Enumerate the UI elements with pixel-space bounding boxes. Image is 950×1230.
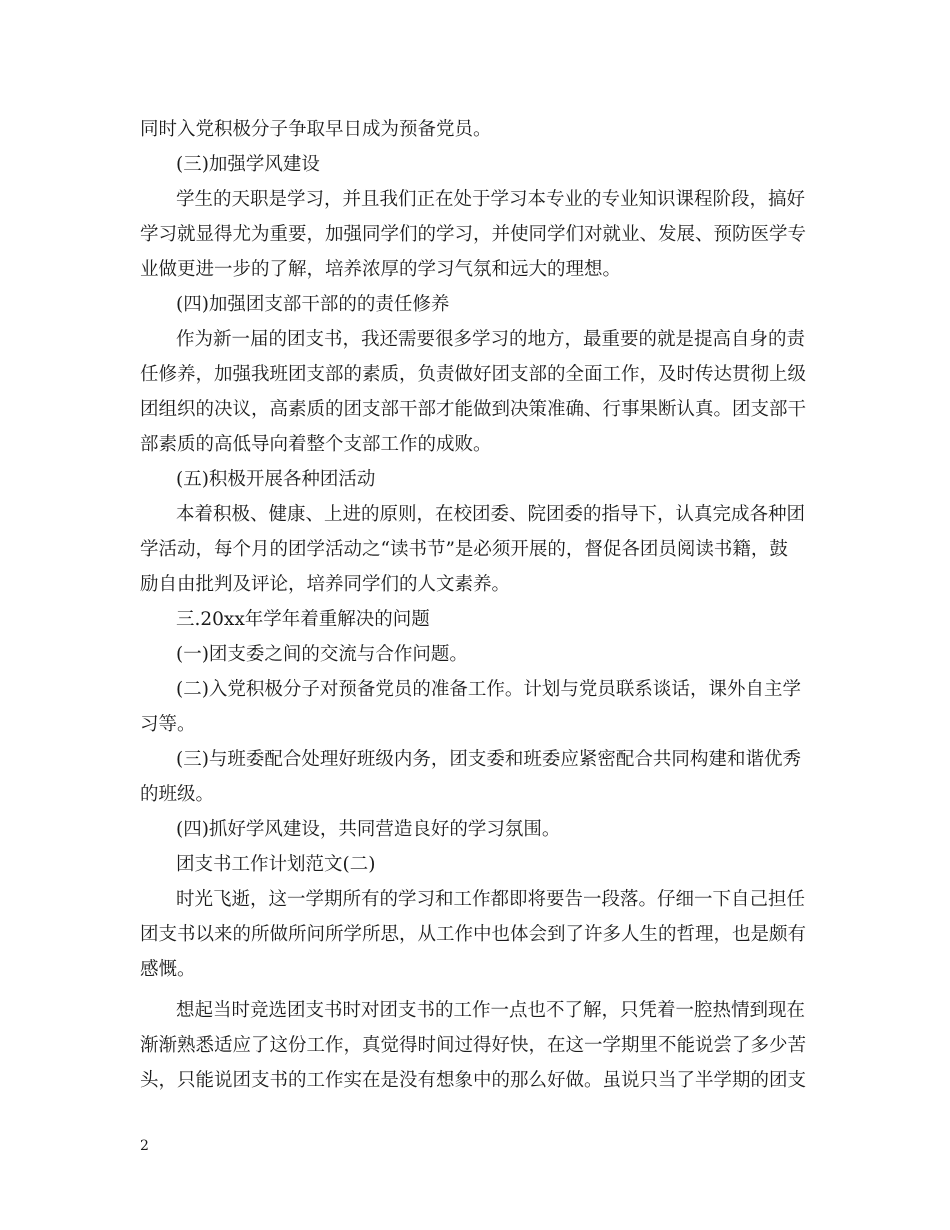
text-line: 感慨。: [140, 959, 196, 980]
section-heading: (四)加强团支部干部的的责任修养: [176, 294, 450, 315]
text-line: 学生的天职是学习，并且我们正在处于学习本专业的专业知识课程阶段，搞好: [176, 189, 806, 210]
text-line: 时光飞逝，这一学期所有的学习和工作都即将要告一段落。仔细一下自己担任: [176, 889, 806, 910]
list-item: (二)入党积极分子对预备党员的准备工作。计划与党员联系谈话，课外自主学: [176, 679, 801, 700]
text-line: 学习就显得尤为重要，加强同学们的学习，并使同学们对就业、发展、预防医学专: [140, 224, 807, 245]
text-line: 习等。: [140, 714, 196, 735]
section-heading: 团支书工作计划范文(二): [176, 854, 376, 875]
text-line: 同时入党积极分子争取早日成为预备党员。: [140, 119, 492, 140]
text-line: 团支书以来的所做所问所学所思，从工作中也体会到了许多人生的哲理，也是颇有: [140, 924, 807, 945]
list-item: (四)抓好学风建设，共同营造良好的学习氛围。: [176, 819, 561, 840]
section-heading: 三.20xx年学年着重解决的问题: [176, 609, 430, 630]
text-line: 学活动，每个月的团学活动之“读书节”是必须开展的，督促各团员阅读书籍，鼓: [140, 539, 788, 560]
text-line: 业做更进一步的了解，培养浓厚的学习气氛和远大的理想。: [140, 259, 622, 280]
section-heading: (五)积极开展各种团活动: [176, 469, 376, 490]
page-number: 2: [140, 1138, 149, 1154]
text-line: 头，只能说团支书的工作实在是没有想象中的那么好做。虽说只当了半学期的团支: [140, 1070, 807, 1091]
text-line: 部素质的高低导向着整个支部工作的成败。: [140, 434, 492, 455]
text-line: 渐渐熟悉适应了这份工作，真觉得时间过得好快，在这一学期里不能说尝了多少苦: [140, 1035, 807, 1056]
text-line: 任修养，加强我班团支部的素质，负责做好团支部的全面工作，及时传达贯彻上级: [140, 364, 807, 385]
text-line: 团组织的决议，高素质的团支部干部才能做到决策准确、行事果断认真。团支部干: [140, 399, 807, 420]
text-line: 的班级。: [140, 784, 215, 805]
text-line: 作为新一届的团支书，我还需要很多学习的地方，最重要的就是提高自身的责: [176, 329, 806, 350]
list-item: (三)与班委配合处理好班级内务，团支委和班委应紧密配合共同构建和谐优秀: [176, 749, 801, 770]
section-heading: (三)加强学风建设: [176, 154, 320, 175]
text-line: 本着积极、健康、上进的原则，在校团委、院团委的指导下，认真完成各种团: [176, 504, 806, 525]
text-line: 想起当时竞选团支书时对团支书的工作一点也不了解，只凭着一腔热情到现在: [176, 1000, 806, 1021]
list-item: (一)团支委之间的交流与合作问题。: [176, 644, 468, 665]
text-line: 励自由批判及评论，培养同学们的人文素养。: [140, 574, 511, 595]
